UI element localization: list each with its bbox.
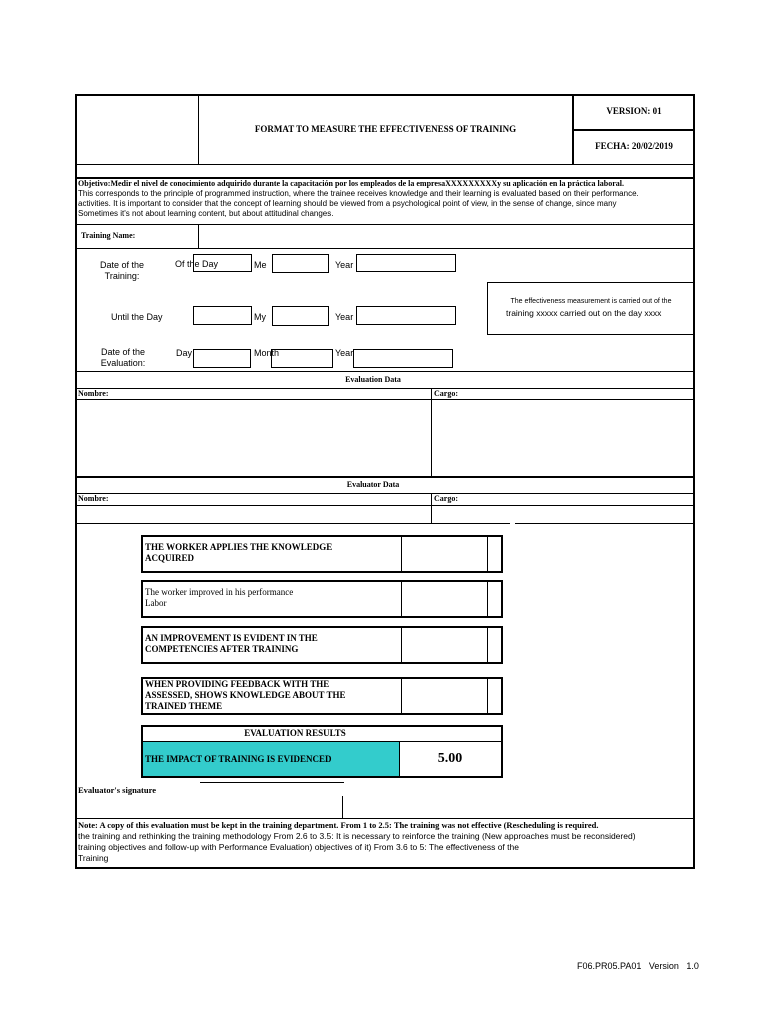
evaluation-data-top-line xyxy=(76,371,694,372)
evaluator-nombre-field[interactable] xyxy=(77,506,430,523)
training-name-field[interactable] xyxy=(199,225,693,247)
fecha-label: FECHA: 20/02/2019 xyxy=(595,141,673,151)
until-year-field[interactable] xyxy=(356,306,456,325)
until-day-label: Until the Day xyxy=(111,312,163,322)
criterion-row-divider-2 xyxy=(487,535,488,573)
evaluation-nombre-field[interactable] xyxy=(77,400,430,475)
date-evaluation-label: Date of the Evaluation: xyxy=(100,347,146,368)
evaluation-data-bottom-line xyxy=(76,476,694,478)
objective-text: Objetivo:Medir el nivel de conocimiento adquirido durante la capacitación por los empleados de la empresaXXXXXXXXXy su aplicación en la práctica laboral. This corresponds to the principle of programmed instruction, where the trainee receives knowledge and their learning is evaluated based on their performance. activities. It is important to consider that the concept of learning should be viewed from a psychological point of view, in the sense of change, since many Sometimes it's not about learning content, but about attitudinal changes. xyxy=(78,179,639,218)
me-label: Me xyxy=(254,260,267,270)
until-month-field[interactable] xyxy=(272,306,329,326)
criterion-score-field[interactable] xyxy=(402,537,487,571)
header-version-divider xyxy=(572,129,694,131)
training-name-bottom-line xyxy=(76,248,694,249)
note-top-line xyxy=(76,818,694,819)
criterion-text: The worker improved in his performance Labor xyxy=(145,587,294,608)
evaluation-data-header-line xyxy=(76,388,694,389)
form-title: FORMAT TO MEASURE THE EFFECTIVENESS OF TRAINING xyxy=(254,124,517,134)
criterion-row-divider-2 xyxy=(487,677,488,715)
criterion-text: AN IMPROVEMENT IS EVIDENT IN THE COMPETENCIES AFTER TRAINING xyxy=(145,633,318,654)
impact-label: THE IMPACT OF TRAINING IS EVIDENCED xyxy=(145,754,332,764)
training-year-field[interactable] xyxy=(356,254,456,272)
evaluator-data-title: Evaluator Data xyxy=(346,480,400,489)
criterion-row-divider-2 xyxy=(487,626,488,664)
eval-year-field[interactable] xyxy=(353,349,453,368)
criterion-row-divider-2 xyxy=(487,580,488,618)
eval-day-field[interactable] xyxy=(193,349,251,368)
evaluator-cargo-field[interactable] xyxy=(432,506,693,523)
until-day-field[interactable] xyxy=(193,306,252,325)
footer-code: F06.PR05.PA01 Version 1.0 xyxy=(577,961,699,971)
evaluator-data-header-line xyxy=(76,493,694,494)
my-label: My xyxy=(254,312,266,322)
evaluation-data-title: Evaluation Data xyxy=(345,375,401,384)
year-label-2: Year xyxy=(335,312,354,322)
training-name-label: Training Name: xyxy=(81,231,136,240)
impact-score: 5.00 xyxy=(437,751,463,766)
date-training-label: Date of the Training: xyxy=(99,260,145,281)
of-the-day-label: Of the Day xyxy=(175,259,219,269)
evaluator-nombre-label: Nombre: xyxy=(78,494,109,503)
measurement-note-line2: training xxxxx carried out on the day xxxx xyxy=(506,308,662,318)
training-month-field[interactable] xyxy=(272,254,329,273)
evaluator-data-bottom-line-right xyxy=(515,523,694,524)
header-bottom-line xyxy=(76,164,694,165)
evaluation-cargo-label: Cargo: xyxy=(434,389,458,398)
criterion-score-field[interactable] xyxy=(402,679,487,713)
measurement-note-line1: The effectiveness measurement is carried out of the xyxy=(510,298,672,305)
eval-month-field[interactable] xyxy=(271,349,333,368)
evaluator-cargo-label: Cargo: xyxy=(434,494,458,503)
month-label: Month xyxy=(254,348,280,358)
year-label-1: Year xyxy=(335,260,354,270)
note-text: Note: A copy of this evaluation must be kept in the training department. From 1 to 2.5: The training was not effective (Rescheduling is required. the training and rethinking the training methodology From 2.6 to 3.5: It is necessary to reinforce the training (New approaches must be reconsidered) training objectives and follow-up with Performance Evaluation) objectives of it) From 3.6 to 5: The effectiveness of the Training xyxy=(78,820,636,863)
version-label: VERSION: 01 xyxy=(606,106,662,116)
evaluator-data-bottom-line-left xyxy=(76,523,510,524)
evaluation-results-title: EVALUATION RESULTS xyxy=(244,728,346,738)
signature-label: Evaluator's signature xyxy=(78,785,157,795)
evaluation-cargo-field[interactable] xyxy=(432,400,693,475)
criterion-text: THE WORKER APPLIES THE KNOWLEDGE ACQUIRED xyxy=(145,542,333,563)
evaluation-nombre-label: Nombre: xyxy=(78,389,109,398)
signature-field[interactable] xyxy=(77,796,343,818)
signature-top-line xyxy=(200,782,344,783)
criterion-score-field[interactable] xyxy=(402,628,487,662)
year-label-3: Year xyxy=(335,348,354,358)
criterion-text: WHEN PROVIDING FEEDBACK WITH THE ASSESSED, SHOWS KNOWLEDGE ABOUT THE TRAINED THEME xyxy=(145,679,346,711)
criterion-score-field[interactable] xyxy=(402,582,487,616)
day-label: Day xyxy=(176,348,193,358)
